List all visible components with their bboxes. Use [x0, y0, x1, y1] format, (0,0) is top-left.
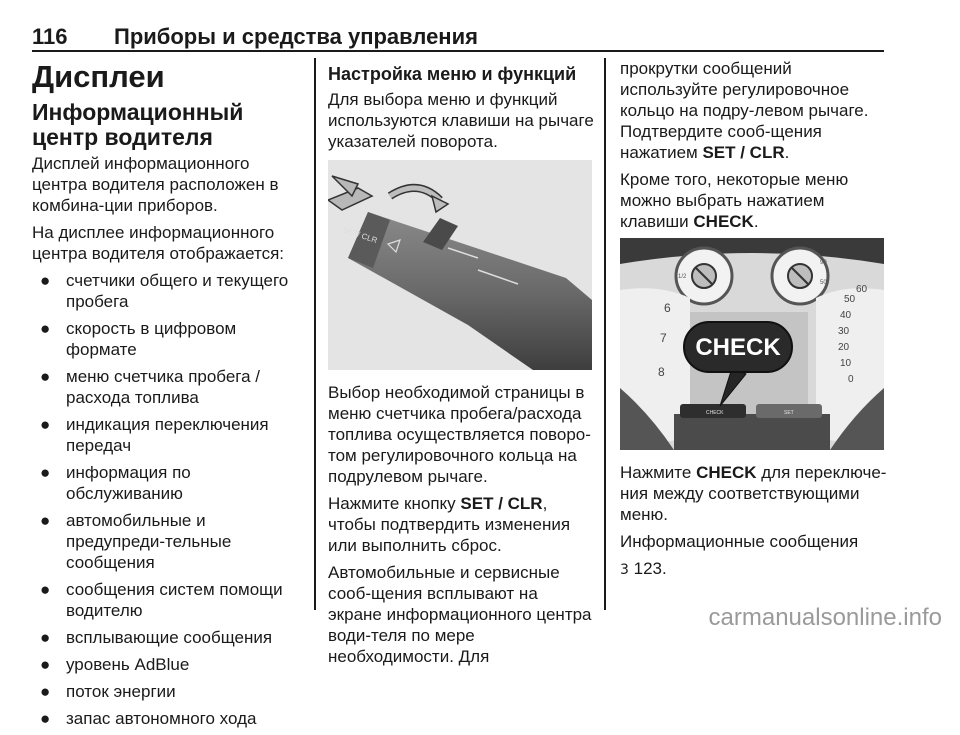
list-item-text: всплывающие сообщения — [66, 628, 273, 647]
reference-page: 123. — [628, 559, 667, 578]
text-fragment: прокрутки сообщений используйте регулировочное кольцо на подру-левом рычаге. Подтвердите сооб-щения нажатием — [620, 59, 869, 162]
column-1 — [32, 58, 304, 735]
temp-mark: 50 — [820, 280, 827, 286]
page-number: 116 — [32, 24, 68, 49]
set-clr-key: SET / CLR — [460, 494, 543, 513]
column-divider — [314, 58, 316, 610]
cluster-figure — [620, 238, 884, 450]
paragraph: Автомобильные и сервисные сооб-щения всплывают на экране информационного центра води-теля по мере необходимости. Для — [328, 563, 592, 666]
scale-mark: 50 — [844, 294, 856, 305]
set-clr-label: SET/ CLR — [341, 225, 379, 246]
list-item-text: индикация переключения передач — [66, 415, 269, 455]
list-item-text: счетчики общего и текущего пробега — [66, 271, 289, 311]
fuel-half-mark: 1/2 — [678, 274, 687, 280]
list-item: ● поток энергии — [40, 682, 176, 701]
scale-mark: 20 — [838, 342, 850, 353]
list-item: ● всплывающие сообщения — [40, 628, 273, 647]
scale-mark: 40 — [840, 310, 852, 321]
list-item: ● запас автономного хода — [40, 709, 257, 728]
paragraph — [620, 462, 892, 525]
speed-scale-mark: 7 — [660, 331, 667, 345]
speed-scale-mark: 6 — [664, 301, 671, 315]
stalk-illustration — [328, 160, 592, 370]
set-clr-key: SET / CLR — [702, 143, 785, 162]
paragraph — [620, 58, 892, 163]
column-2 — [328, 58, 596, 673]
running-title: Приборы и средства управления — [114, 24, 478, 49]
paragraph: На дисплее информационного центра водителя отображается: — [32, 223, 284, 263]
paragraph: Выбор необходимой страницы в меню счетчика пробега/расхода топлива осуществляется поворо-том регулировочного кольца на подрулевом рычаге. — [328, 383, 591, 486]
paragraph — [620, 169, 892, 232]
check-key: CHECK — [693, 212, 754, 231]
list-item-text: меню счетчика пробега / расхода топлива — [66, 367, 261, 407]
list-item-text: запас автономного хода — [66, 709, 257, 728]
set-button-label: SET — [784, 410, 794, 416]
page-reference — [620, 558, 892, 581]
list-item: ● сообщения систем помощи водителю — [40, 580, 283, 620]
section-heading: Настройка меню и функций — [328, 64, 577, 84]
column-3 — [620, 58, 892, 587]
text-fragment: Кроме того, некоторые меню можно выбрать нажатием клавиши — [620, 170, 849, 231]
list-item: ● информация по обслуживанию — [40, 463, 191, 503]
paragraph: Дисплей информационного центра водителя расположен в комбина-ции приборов. — [32, 154, 279, 215]
section-title: Дисплеи — [32, 59, 165, 94]
paragraph: Информационные сообщения — [620, 532, 859, 551]
check-key: CHECK — [696, 463, 757, 482]
list-item-text: автомобильные и предупреди-тельные сообщения — [66, 511, 232, 572]
reference-arrow-icon: 3 — [620, 562, 629, 578]
text-fragment: , чтобы подтвердить изменения или выполнить сброс. — [328, 494, 571, 555]
scale-mark: 30 — [838, 326, 850, 337]
scale-mark: 0 — [848, 374, 854, 385]
subsection-title: Информационный центр водителя — [32, 99, 244, 150]
text-fragment: . — [753, 212, 759, 231]
check-callout-label: CHECK — [695, 334, 781, 361]
list-item-text: скорость в цифровом формате — [66, 319, 237, 359]
page-header — [32, 10, 932, 50]
column-divider — [604, 58, 606, 610]
list-item-text: сообщения систем помощи водителю — [66, 580, 283, 620]
list-item: ● скорость в цифровом формате — [40, 319, 237, 359]
temp-mark: 90 — [820, 260, 827, 266]
list-item: ● индикация переключения передач — [40, 415, 269, 455]
scale-mark: 10 — [840, 358, 852, 369]
watermark: carmanualsonline.info — [708, 604, 942, 631]
scale-mark: 60 — [856, 284, 868, 295]
header-rule — [32, 50, 884, 52]
speed-scale-mark: 8 — [658, 365, 665, 379]
check-button-label: CHECK — [706, 410, 724, 416]
text-fragment: для переключе-ния между соответствующими меню. — [620, 463, 887, 524]
text-fragment: . — [784, 143, 790, 162]
list-item-text: поток энергии — [66, 682, 176, 701]
stalk-figure — [328, 160, 592, 370]
list-item-text: информация по обслуживанию — [66, 463, 191, 503]
list-item: ● счетчики общего и текущего пробега — [40, 271, 289, 311]
list-item: ● меню счетчика пробега / расхода топлива — [40, 367, 261, 407]
list-item: ● уровень AdBlue — [40, 655, 190, 674]
paragraph: Для выбора меню и функций используются клавиши на рычаге указателей поворота. — [328, 90, 594, 151]
list-item-text: уровень AdBlue — [66, 655, 190, 674]
text-fragment: Нажмите — [620, 463, 697, 482]
bullet-list — [32, 270, 304, 729]
list-item: ● автомобильные и предупреди-тельные сообщения — [40, 511, 232, 572]
cluster-illustration — [620, 238, 884, 450]
paragraph — [328, 493, 596, 556]
text-fragment: Нажмите кнопку — [328, 494, 461, 513]
